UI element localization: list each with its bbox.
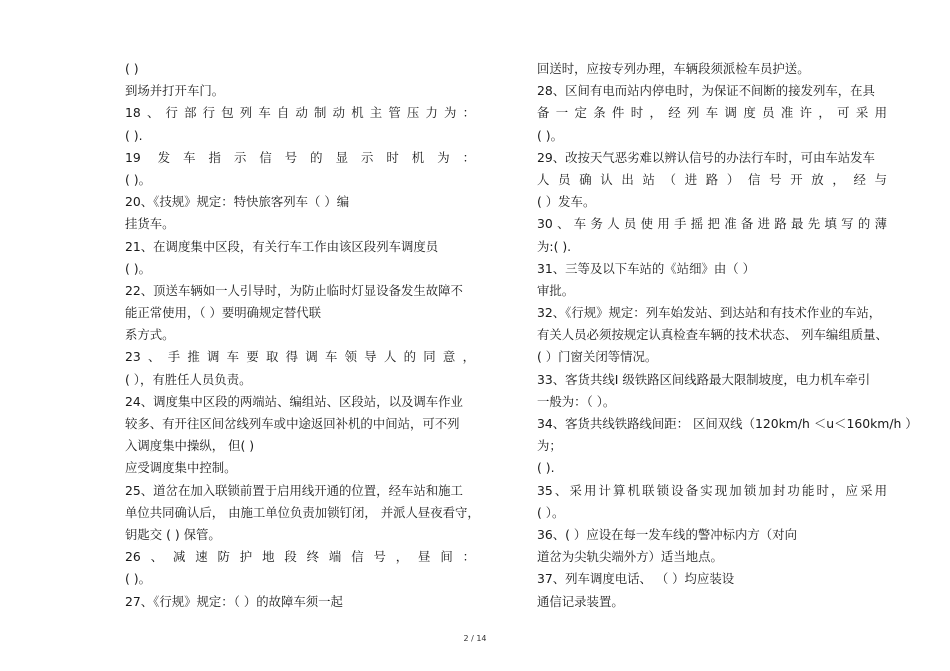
text-line: 18、行部行包列车自动制动机主管压力为： <box>125 105 475 121</box>
text-line: 25、道岔在加入联锁前置于启用线开通的位置，经车站和施工 <box>125 482 463 498</box>
text-line: 人员确认出站（进路）信号开放，经与 <box>537 171 887 187</box>
text-line: ( ），有胜任人员负责。 <box>125 371 252 387</box>
text-line: 34、客货共线铁路线间距： 区间双线（120km/h ＜u＜160km/h ） <box>537 416 918 431</box>
text-line: ( )。 <box>125 260 151 276</box>
text-line: 能正常使用，（ ）要明确规定替代联 <box>125 305 321 321</box>
text-line: 道岔为尖轨尖端外方）适当地点。 <box>537 549 723 565</box>
text-line: 27、《行规》规定：（ ）的故障车须一起 <box>125 593 343 609</box>
text-line: 23、手推调车要取得调车领导人的同意， <box>125 349 475 365</box>
text-line: 通信记录装置。 <box>537 593 624 609</box>
text-line: ( )。 <box>125 571 151 587</box>
text-line: 22、顶送车辆如一人引导时，为防止临时灯显设备发生故障不 <box>125 282 463 298</box>
text-line: ( )。 <box>125 171 151 187</box>
text-line: ( )。 <box>537 127 563 143</box>
text-line: 20、《技规》规定：特快旅客列车（ ）编 <box>125 194 350 210</box>
text-line: ( ). <box>537 460 555 476</box>
text-line: 33、客货共线Ⅰ 级铁路区间线路最大限制坡度，电力机车牵引 <box>537 371 871 387</box>
left-column <box>125 58 480 613</box>
text-line: 入调度集中操纵， 但( ) <box>125 438 255 454</box>
text-line: 36、( ）应设在每一发车线的警冲标内方（对向 <box>537 526 797 542</box>
text-line: 21、在调度集中区段，有关行车工作由该区段列车调度员 <box>125 238 439 254</box>
text-line: 35、采用计算机联锁设备实现加锁加封功能时，应采用 <box>537 482 887 498</box>
text-line: 钥匙交 ( ) 保管。 <box>125 526 221 542</box>
right-column <box>537 58 918 613</box>
text-line: 为； <box>537 438 562 454</box>
text-line: 32、《行规》规定：列车始发站、到达站和有技术作业的车站， <box>537 305 882 321</box>
text-line: 备一定条件时，经列车调度员准许，可采用 <box>537 105 887 121</box>
text-line: 24、调度集中区段的两端站、编组站、区段站，以及调车作业 <box>125 393 463 409</box>
text-line: 挂货车。 <box>125 216 175 232</box>
text-line: 较多、有开往区间岔线列车或中途返回补机的中间站，可不列 <box>125 416 460 431</box>
text-line: 到场并打开车门。 <box>125 83 225 99</box>
page-number: 2 / 14 <box>463 634 487 643</box>
text-line: 37、列车调度电话、 （ ）均应装设 <box>537 571 735 587</box>
text-line: 31、三等及以下车站的《站细》由（ ） <box>537 260 755 276</box>
text-line: ( ) <box>125 61 139 76</box>
text-line: 有关人员必须按规定认真检查车辆的技术状态、 列车编组质量、 <box>537 327 888 343</box>
text-line: ( ）门窗关闭等情况。 <box>537 349 658 365</box>
text-line: 审批。 <box>537 282 575 298</box>
text-line: 30、车务人员使用手摇把准备进路最先填写的薄 <box>537 216 887 232</box>
text-line: 为:( ). <box>537 238 572 254</box>
text-line: ( ）。 <box>537 504 565 520</box>
text-line: 系方式。 <box>125 327 175 343</box>
text-line: 一般为：（ ）。 <box>537 393 616 409</box>
text-line: 28、区间有电而站内停电时，为保证不间断的接发列车，在具 <box>537 83 875 99</box>
text-line: 26、减速防护地段终端信号，昼间： <box>125 549 475 565</box>
text-line: ( ). <box>125 127 143 143</box>
text-line: 29、改按天气恶劣难以辨认信号的办法行车时，可由车站发车 <box>537 149 875 165</box>
text-line: 单位共同确认后， 由施工单位负责加锁钉闭， 并派人昼夜看守， <box>125 504 480 520</box>
text-line: 回送时，应按专列办理，车辆段须派检车员护送。 <box>537 61 810 76</box>
text-line: ( ）发车。 <box>537 194 596 210</box>
text-line: 19 发车指示信号的显示时机为： <box>125 149 475 165</box>
text-line: 应受调度集中控制。 <box>125 460 237 476</box>
